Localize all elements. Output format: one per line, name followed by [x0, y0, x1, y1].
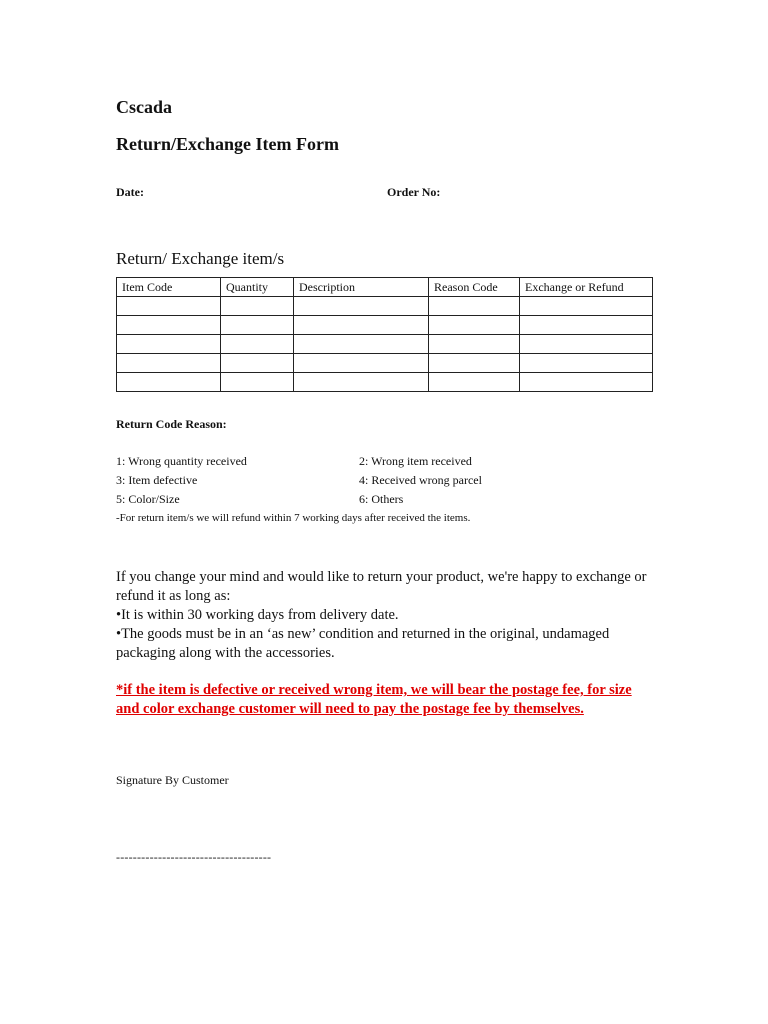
reason-code-5: 5: Color/Size: [116, 492, 180, 506]
description-cell[interactable]: [294, 316, 429, 335]
column-header-reason-code: Reason Code: [429, 278, 520, 297]
column-header-quantity: Quantity: [221, 278, 294, 297]
order-number-label: Order No:: [387, 185, 441, 199]
postage-fee-note: *if the item is defective or received wrong item, we will bear the postage fee, for size and color exchange customer will need to pay the postage fee by themselves.: [116, 682, 632, 717]
company-name: Cscada: [116, 97, 173, 117]
customer-signature-label: Signature By Customer: [116, 773, 229, 787]
item-code-cell[interactable]: [117, 316, 221, 335]
reason-code-2: 2: Wrong item received: [359, 454, 472, 468]
exchange-or-refund-cell[interactable]: [520, 373, 653, 392]
table-row: [117, 373, 653, 392]
quantity-cell[interactable]: [221, 373, 294, 392]
refund-timeline-note: -For return item/s we will refund within 7 working days after received the items.: [116, 512, 471, 524]
reason-code-1: 1: Wrong quantity received: [116, 454, 247, 468]
table-row: [117, 354, 653, 373]
return-items-table: [116, 277, 653, 392]
policy-intro: If you change your mind and would like to return your product, we're happy to exchange or refund it as long as:: [116, 569, 647, 604]
reason-code-cell[interactable]: [429, 373, 520, 392]
description-cell[interactable]: [294, 335, 429, 354]
description-cell[interactable]: [294, 373, 429, 392]
table-row: [117, 297, 653, 316]
quantity-cell[interactable]: [221, 316, 294, 335]
exchange-or-refund-cell[interactable]: [520, 354, 653, 373]
signature-line[interactable]: -------------------------------------: [116, 850, 272, 864]
reason-code-cell[interactable]: [429, 335, 520, 354]
return-policy: [116, 568, 656, 663]
exchange-or-refund-cell[interactable]: [520, 297, 653, 316]
date-label: Date:: [116, 185, 144, 199]
quantity-cell[interactable]: [221, 354, 294, 373]
reason-code-4: 4: Received wrong parcel: [359, 473, 482, 487]
reason-code-cell[interactable]: [429, 297, 520, 316]
items-section-heading: Return/ Exchange item/s: [116, 249, 285, 268]
reason-code-cell[interactable]: [429, 354, 520, 373]
table-header-row: [117, 278, 653, 297]
column-header-item-code: Item Code: [117, 278, 221, 297]
item-code-cell[interactable]: [117, 335, 221, 354]
item-code-cell[interactable]: [117, 297, 221, 316]
table-row: [117, 335, 653, 354]
exchange-or-refund-cell[interactable]: [520, 316, 653, 335]
policy-bullet-delivery-window: •It is within 30 working days from delivery date.: [116, 607, 399, 623]
table-row: [117, 316, 653, 335]
reason-code-3: 3: Item defective: [116, 473, 198, 487]
return-code-reason-heading: Return Code Reason:: [116, 417, 227, 431]
form-title: Return/Exchange Item Form: [116, 134, 339, 154]
reason-code-cell[interactable]: [429, 316, 520, 335]
description-cell[interactable]: [294, 354, 429, 373]
quantity-cell[interactable]: [221, 335, 294, 354]
reason-code-6: 6: Others: [359, 492, 404, 506]
item-code-cell[interactable]: [117, 354, 221, 373]
column-header-description: Description: [294, 278, 429, 297]
item-code-cell[interactable]: [117, 373, 221, 392]
exchange-or-refund-cell[interactable]: [520, 335, 653, 354]
policy-bullet-condition: •The goods must be in an ‘as new’ condition and returned in the original, undamaged packaging along with the accessories.: [116, 626, 610, 661]
column-header-exchange-or-refund: Exchange or Refund: [520, 278, 653, 297]
description-cell[interactable]: [294, 297, 429, 316]
quantity-cell[interactable]: [221, 297, 294, 316]
